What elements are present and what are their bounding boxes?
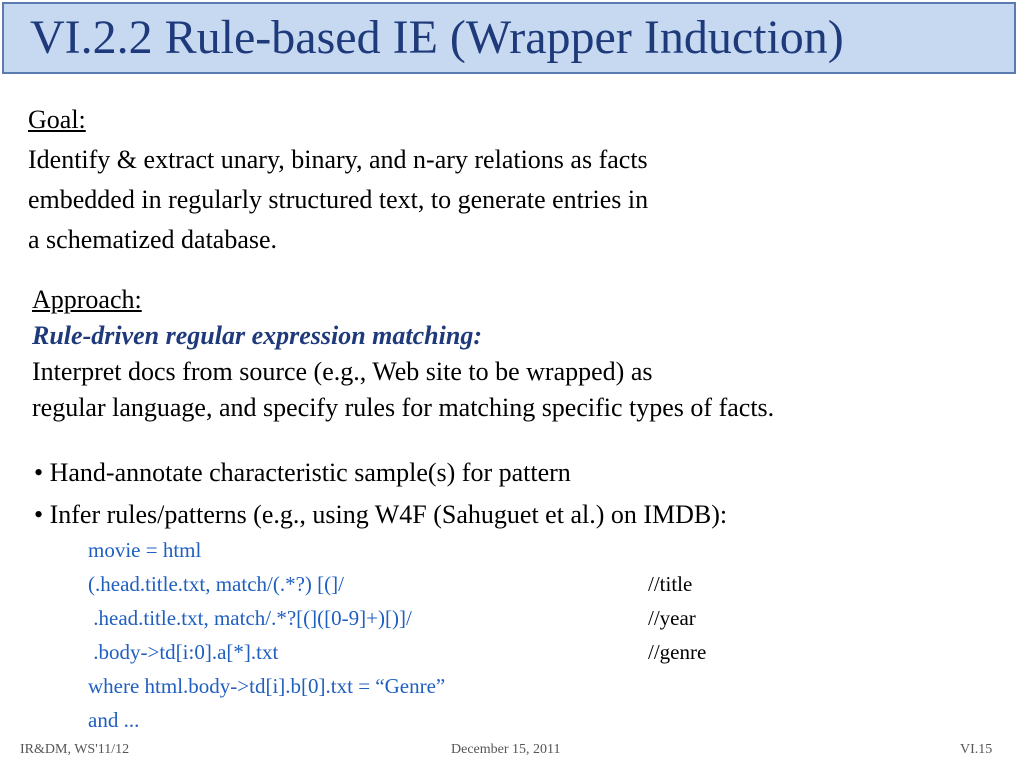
code-block bbox=[88, 533, 788, 737]
slide-title: VI.2.2 Rule-based IE (Wrapper Induction) bbox=[30, 11, 844, 64]
approach-line: Interpret docs from source (e.g., Web site to be wrapped) as bbox=[32, 357, 653, 386]
goal-line: Identify & extract unary, binary, and n-ary relations as facts bbox=[28, 145, 648, 174]
code-text: (.head.title.txt, match/(.*?) [(]/ bbox=[88, 572, 344, 596]
code-row bbox=[88, 601, 788, 635]
code-comment: //title bbox=[648, 572, 693, 596]
code-row bbox=[88, 567, 788, 601]
footer-date: December 15, 2011 bbox=[451, 742, 561, 757]
code-row bbox=[88, 533, 788, 567]
bullet-list bbox=[34, 452, 727, 536]
footer-course: IR&DM, WS'11/12 bbox=[20, 742, 130, 757]
bullet-item: • Infer rules/patterns (e.g., using W4F (Sahuguet et al.) on IMDB): bbox=[34, 500, 728, 529]
code-comment: //genre bbox=[648, 640, 707, 664]
title-bar bbox=[2, 2, 1016, 74]
goal-line: embedded in regularly structured text, to generate entries in bbox=[28, 185, 649, 214]
approach-line: regular language, and specify rules for matching specific types of facts. bbox=[32, 393, 775, 422]
code-row bbox=[88, 635, 788, 669]
code-text: .body->td[i:0].a[*].txt bbox=[88, 640, 279, 664]
code-text: and ... bbox=[88, 708, 140, 732]
code-text: .head.title.txt, match/.*?[(]([0-9]+)[)]/ bbox=[88, 606, 412, 630]
approach-section bbox=[32, 282, 774, 426]
footer-slide-number: VI.15 bbox=[960, 742, 993, 757]
code-row bbox=[88, 703, 788, 737]
code-text: where html.body->td[i].b[0].txt = “Genre” bbox=[88, 674, 446, 698]
approach-subheading: Rule-driven regular expression matching: bbox=[32, 321, 482, 350]
code-comment: //year bbox=[648, 606, 696, 630]
goal-line: a schematized database. bbox=[28, 225, 278, 254]
goal-heading: Goal: bbox=[28, 105, 86, 134]
goal-section bbox=[28, 100, 648, 260]
approach-heading: Approach: bbox=[32, 285, 142, 314]
code-text: movie = html bbox=[88, 538, 202, 562]
bullet-item: • Hand-annotate characteristic sample(s) for pattern bbox=[34, 458, 571, 487]
code-row bbox=[88, 669, 788, 703]
